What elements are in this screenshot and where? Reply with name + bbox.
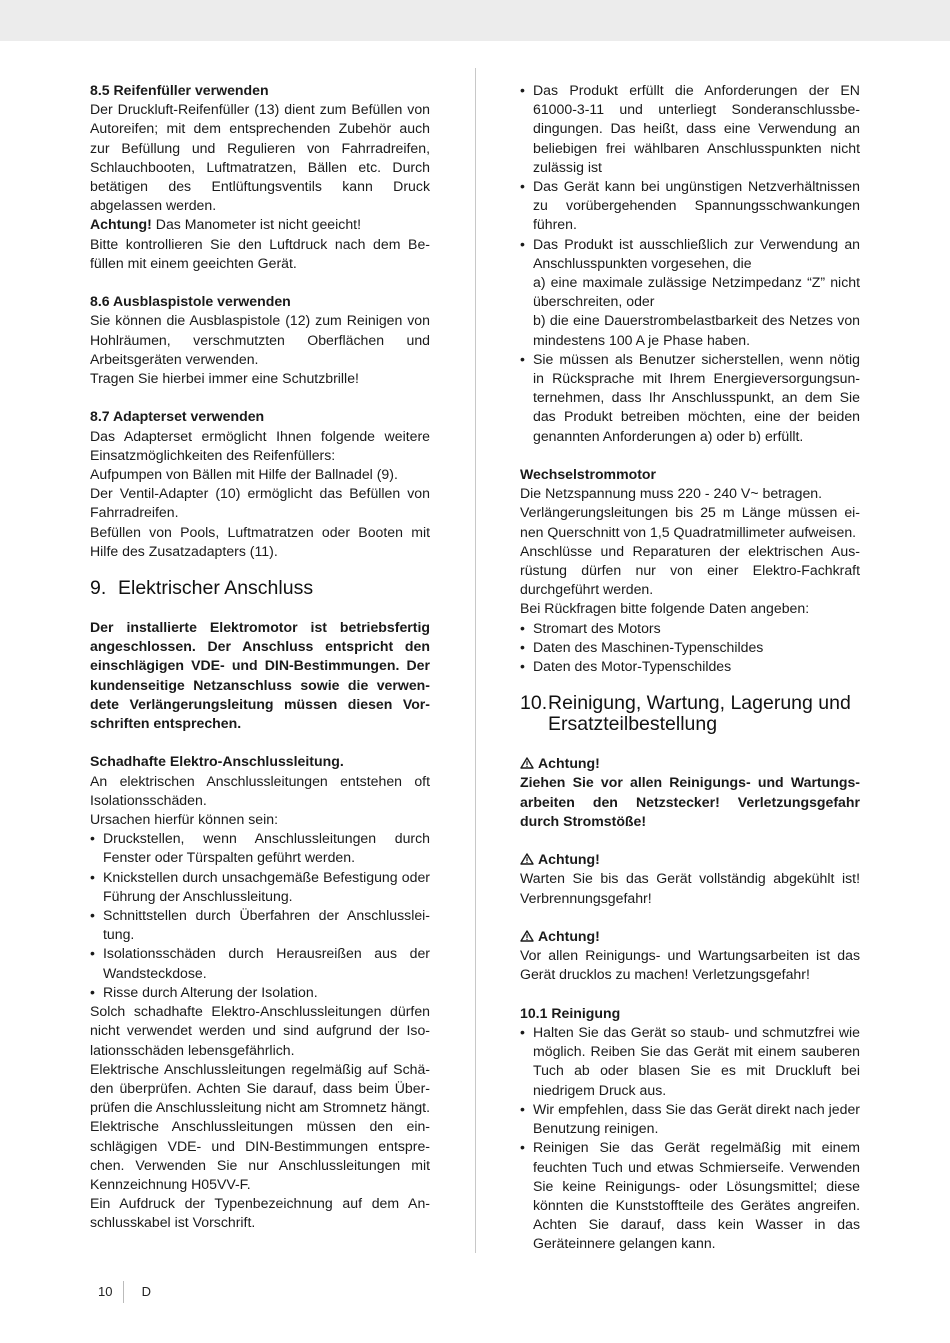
list-item-intro: • Das Produkt ist ausschließlich zur Verwendung an Anschlusspunkten vorgesehen, die bbox=[533, 235, 860, 271]
list-item: • Das Produkt erfüllt die Anforderungen der EN 61000-3-11 und unterliegt Sonderanschlussbedingungen. Das heißt, dass eine Verwendung an beliebigen frei wählbaren Anschlusspunkten nicht zulässig ist bbox=[520, 81, 860, 177]
warning-1-text: Ziehen Sie vor allen Reinigungs- und Wartungsarbeiten den Netzstecker! Verletzungsgefahr durch Stromstöße! bbox=[520, 774, 860, 829]
section-8-7-line-1: Aufpumpen von Bällen mit Hilfe der Ballnadel (9). bbox=[90, 466, 398, 483]
damaged-cable-paragraph-3: Elektrische Anschlussleitungen müssen den einschlägigen VDE- und DIN-Bestimmungen entsprechen. Verwenden Sie nur Anschlussleitungen mit Kennzeichnung H05VV-F. bbox=[90, 1118, 430, 1192]
list-item: • Isolationsschäden durch Herausreißen aus der Wandsteckdose. bbox=[90, 944, 430, 982]
damaged-cable-body: An elektrischen Anschlussleitungen entstehen oft Isolationsschäden. bbox=[90, 772, 430, 808]
warning-label: Achtung! bbox=[538, 928, 600, 945]
cleaning-list bbox=[520, 1023, 860, 1253]
section-10-title: Reinigung, Wartung, Lagerung und Ersatzteilbestellung bbox=[548, 692, 851, 736]
section-8-6-body-2: Tragen Sie hierbei immer eine Schutzbrille! bbox=[90, 370, 359, 387]
warning-3-text: Vor allen Reinigungs- und Wartungsarbeiten ist das Gerät drucklos zu machen! Verletzungsgefahr! bbox=[520, 947, 860, 983]
left-column bbox=[90, 81, 430, 1233]
damaged-cable-causes-list bbox=[90, 829, 430, 1002]
list-item: • Sie müssen als Benutzer sicherstellen, wenn nötig in Rücksprache mit Ihrem Energieversorgungsunternehmen, dass Ihr Anschlusspunkt, an dem Sie das Produkt betreiben möchten, eine der beiden genannten Anforderungen a) oder b) erfüllt. bbox=[520, 350, 860, 446]
section-10-1-title: 10.1 Reinigung bbox=[520, 1004, 621, 1021]
list-item: • Das Gerät kann bei ungünstigen Netzverhältnissen zu vorübergehenden Spannungsschwankungen führen. bbox=[520, 177, 860, 235]
warning-3-heading bbox=[520, 927, 860, 946]
right-column bbox=[520, 81, 860, 1254]
damaged-cable-paragraph-1: Solch schadhafte Elektro-Anschlussleitungen dürfen nicht verwendet werden und sind aufgrund der Isolationsschäden lebensgefährlich. bbox=[90, 1003, 430, 1058]
list-item: • Halten Sie das Gerät so staub- und schmutzfrei wie möglich. Reiben Sie das Gerät mit einem sauberen Tuch ab oder blasen Sie es mit Druckluft bei niedrigem Druck aus. bbox=[520, 1023, 860, 1100]
list-item-option-a: a) eine maximale zulässige Netzimpedanz “Z” nicht überschreiten, oder bbox=[533, 274, 860, 310]
section-8-5-body: Der Druckluft-Reifenfüller (13) dient zum Befüllen von Autoreifen; mit dem entsprechenden Zubehör auch zur Befüllung und Regulieren von Fahrradreifen, Schlauchbooten, Luftmatratzen, Bällen etc. Durch betätigen des Entlüftungsventils kann Druck abgelassen werden. bbox=[90, 101, 430, 214]
section-8-7-body: Das Adapterset ermöglicht Ihnen folgende weitere Einsatzmöglichkeiten des Reifenfüllers: bbox=[90, 427, 430, 463]
list-item-option-b: b) die eine Dauerstrombelastbarkeit des Netzes von mindestens 100 A je Phase haben. bbox=[533, 312, 860, 348]
damaged-cable-paragraph-2: Elektrische Anschlussleitungen regelmäßig auf Schäden überprüfen. Achten Sie darauf, dass beim Überprüfen die Anschlussleitung nicht am Stromnetz hängt. bbox=[90, 1060, 431, 1116]
section-9-intro: Der installierte Elektromotor ist betriebsfertig angeschlossen. Der Anschluss entspricht den einschlägigen VDE- und DIN-Bestimmungen. Der kundenseitige Netzanschluss sowie die verwendete Verlängerungsleitung müssen diesen Vorschriften entsprechen. bbox=[90, 619, 430, 732]
language-code: D bbox=[141, 1284, 152, 1299]
ac-motor-paragraph-1: Die Netzspannung muss 220 - 240 V~ betragen. bbox=[520, 485, 823, 502]
list-item: • Knickstellen durch unsachgemäße Befestigung oder Führung der Anschlussleitung. bbox=[90, 868, 430, 906]
list-item: • Daten des Motor-Typenschildes bbox=[520, 657, 860, 676]
section-10-number: 10. bbox=[520, 692, 548, 715]
warning-label: Achtung! bbox=[90, 216, 152, 233]
list-item: • Daten des Maschinen-Typenschildes bbox=[520, 638, 860, 657]
section-9-heading bbox=[90, 578, 430, 599]
damaged-cable-causes-intro: Ursachen hierfür können sein: bbox=[90, 811, 279, 828]
section-8-6-body: Sie können die Ausblaspistole (12) zum Reinigen von Hohlräumen, verschmutzten Oberflächen und Arbeitsgeräten verwenden. bbox=[90, 312, 430, 367]
warning-text: Das Manometer ist nicht geeicht! bbox=[151, 216, 361, 233]
list-item: • Risse durch Alterung der Isolation. bbox=[90, 983, 430, 1002]
footer-separator bbox=[123, 1281, 124, 1303]
warning-1-heading bbox=[520, 754, 860, 773]
warning-triangle-icon bbox=[520, 757, 534, 769]
warning-2-text: Warten Sie bis das Gerät vollständig abgekühlt ist! Verbrennungsgefahr! bbox=[520, 870, 860, 906]
column-divider bbox=[475, 68, 476, 1253]
damaged-cable-paragraph-4: Ein Aufdruck der Typenbezeichnung auf dem Anschlusskabel ist Vorschrift. bbox=[90, 1195, 430, 1231]
list-item: • Reinigen Sie das Gerät regelmäßig mit einem feuchten Tuch und etwas Schmierseife. Verwenden Sie keine Reinigungs- oder Lösungsmittel; diese könnten die Kunststoffteile des Gerätes angreifen. Achten Sie darauf, dass kein Wasser in das Geräteinnere gelangen kann. bbox=[520, 1138, 860, 1253]
warning-2-heading bbox=[520, 850, 860, 869]
page-number: 10 bbox=[98, 1284, 113, 1299]
list-item bbox=[520, 235, 860, 350]
section-8-6-title: 8.6 Ausblaspistole verwenden bbox=[90, 293, 291, 310]
section-8-5-body-2: Bitte kontrollieren Sie den Luftdruck nach dem Befüllen mit einem geeichten Gerät. bbox=[90, 235, 430, 271]
section-8-5-warning bbox=[90, 215, 430, 234]
list-item: • Wir empfehlen, dass Sie das Gerät direkt nach jeder Benutzung reinigen. bbox=[520, 1100, 860, 1138]
top-bar bbox=[0, 0, 950, 41]
warning-triangle-icon bbox=[520, 930, 534, 942]
ac-motor-paragraph-2: Verlängerungsleitungen bis 25 m Länge müssen einen Querschnitt von 1,5 Quadratmillimeter aufweisen. bbox=[520, 504, 860, 540]
connection-requirements-list bbox=[520, 81, 860, 446]
warning-triangle-icon bbox=[520, 853, 534, 865]
ac-motor-title: Wechselstrommotor bbox=[520, 466, 657, 483]
page-footer bbox=[98, 1283, 151, 1303]
list-item: • Druckstellen, wenn Anschlussleitungen durch Fenster oder Türspalten geführt werden. bbox=[90, 829, 430, 867]
section-9-number: 9. bbox=[90, 577, 107, 600]
damaged-cable-title: Schadhafte Elektro-Anschlussleitung. bbox=[90, 753, 344, 770]
ac-motor-data-list bbox=[520, 619, 860, 677]
section-9-title: Elektrischer Anschluss bbox=[118, 577, 314, 600]
ac-motor-paragraph-3: Anschlüsse und Reparaturen der elektrischen Ausrüstung dürfen nur von einer Elektro-Fachkraft durchgeführt werden. bbox=[520, 542, 860, 598]
section-8-5-title: 8.5 Reifenfüller verwenden bbox=[90, 82, 269, 98]
ac-motor-paragraph-4: Bei Rückfragen bitte folgende Daten angeben: bbox=[520, 600, 810, 617]
warning-label: Achtung! bbox=[538, 755, 600, 772]
section-8-7-title: 8.7 Adapterset verwenden bbox=[90, 408, 265, 425]
list-item: • Stromart des Motors bbox=[520, 619, 860, 638]
list-item: • Schnittstellen durch Überfahren der Anschlussleitung. bbox=[90, 906, 430, 944]
section-8-7-line-3: Befüllen von Pools, Luftmatratzen oder Booten mit Hilfe des Zusatzadapters (11). bbox=[90, 523, 430, 559]
warning-label: Achtung! bbox=[538, 851, 600, 868]
section-8-7-line-2: Der Ventil-Adapter (10) ermöglicht das Befüllen von Fahrradreifen. bbox=[90, 485, 430, 521]
section-10-heading bbox=[520, 693, 860, 735]
